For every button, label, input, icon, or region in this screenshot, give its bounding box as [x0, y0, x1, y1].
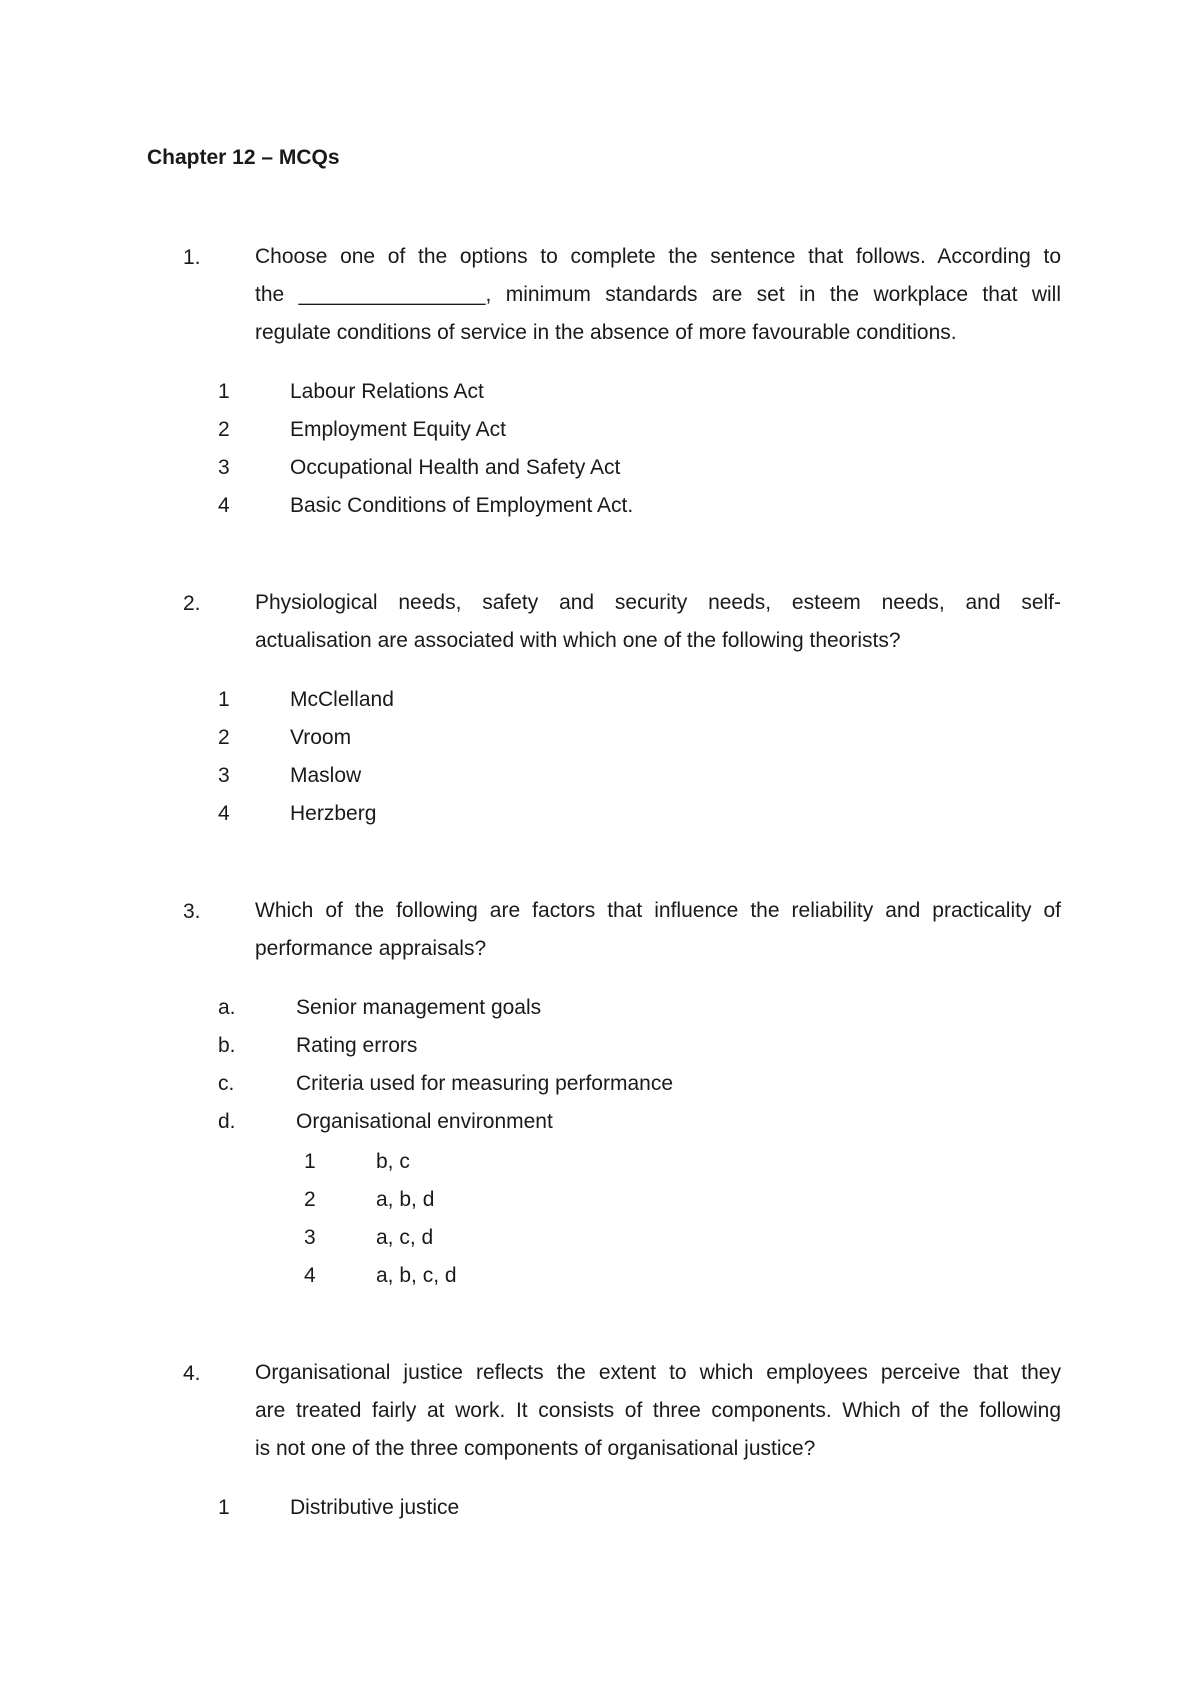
q3-statement-d-letter: d. [218, 1110, 236, 1133]
q1-option-2-text: Employment Equity Act [290, 418, 506, 441]
question-1-line-2: the ________________, minimum standards are set in the workplace that will [255, 283, 1061, 306]
q2-option-2-number: 2 [218, 726, 230, 749]
q3-statement-a-letter: a. [218, 996, 236, 1019]
q3-statement-c-text: Criteria used for measuring performance [296, 1072, 673, 1095]
q2-option-1-number: 1 [218, 688, 230, 711]
q3-option-1-text: b, c [376, 1150, 410, 1173]
q2-option-2-text: Vroom [290, 726, 352, 749]
q3-option-1-number: 1 [304, 1150, 316, 1173]
q3-option-2-text: a, b, d [376, 1188, 435, 1211]
q4-option-1-number: 1 [218, 1496, 230, 1519]
q2-option-3-number: 3 [218, 764, 230, 787]
question-1-text [255, 238, 1061, 352]
question-3-text [255, 892, 1061, 968]
q1-option-4-number: 4 [218, 494, 230, 517]
q3-statement-b-text: Rating errors [296, 1034, 418, 1057]
question-4-text [255, 1354, 1061, 1468]
q2-option-4-number: 4 [218, 802, 230, 825]
question-4-line-3: is not one of the three components of organisational justice? [255, 1437, 816, 1460]
question-2-text [255, 584, 1061, 660]
question-1-number: 1. [183, 246, 201, 269]
question-2-line-1: Physiological needs, safety and security needs, esteem needs, and self- [255, 591, 1061, 614]
q1-option-3-number: 3 [218, 456, 230, 479]
question-4-line-2: are treated fairly at work. It consists of three components. Which of the following [255, 1399, 1061, 1422]
page-title: Chapter 12 – MCQs [147, 146, 340, 169]
question-3-line-1: Which of the following are factors that influence the reliability and practicality of [255, 899, 1061, 922]
q3-statement-a-text: Senior management goals [296, 996, 542, 1019]
q1-option-1-number: 1 [218, 380, 230, 403]
question-2-number: 2. [183, 592, 201, 615]
q3-option-2-number: 2 [304, 1188, 316, 1211]
question-3-number: 3. [183, 900, 201, 923]
q3-option-3-number: 3 [304, 1226, 316, 1249]
q1-option-3-text: Occupational Health and Safety Act [290, 456, 621, 479]
q2-option-4-text: Herzberg [290, 802, 377, 825]
q1-option-4-text: Basic Conditions of Employment Act. [290, 494, 634, 517]
q3-statement-c-letter: c. [218, 1072, 235, 1095]
q3-statement-d-text: Organisational environment [296, 1110, 553, 1133]
q1-option-2-number: 2 [218, 418, 230, 441]
q1-option-1-text: Labour Relations Act [290, 380, 484, 403]
question-3-line-2: performance appraisals? [255, 937, 487, 960]
q3-statement-b-letter: b. [218, 1034, 236, 1057]
q3-option-3-text: a, c, d [376, 1226, 434, 1249]
q2-option-1-text: McClelland [290, 688, 394, 711]
question-1-line-1: Choose one of the options to complete the sentence that follows. According to [255, 245, 1061, 268]
q3-option-4-number: 4 [304, 1264, 316, 1287]
q3-option-4-text: a, b, c, d [376, 1264, 457, 1287]
question-4-line-1: Organisational justice reflects the extent to which employees perceive that they [255, 1361, 1061, 1384]
q4-option-1-text: Distributive justice [290, 1496, 460, 1519]
question-4-number: 4. [183, 1362, 201, 1385]
question-2-line-2: actualisation are associated with which one of the following theorists? [255, 629, 901, 652]
q2-option-3-text: Maslow [290, 764, 362, 787]
question-1-line-3: regulate conditions of service in the absence of more favourable conditions. [255, 321, 957, 344]
